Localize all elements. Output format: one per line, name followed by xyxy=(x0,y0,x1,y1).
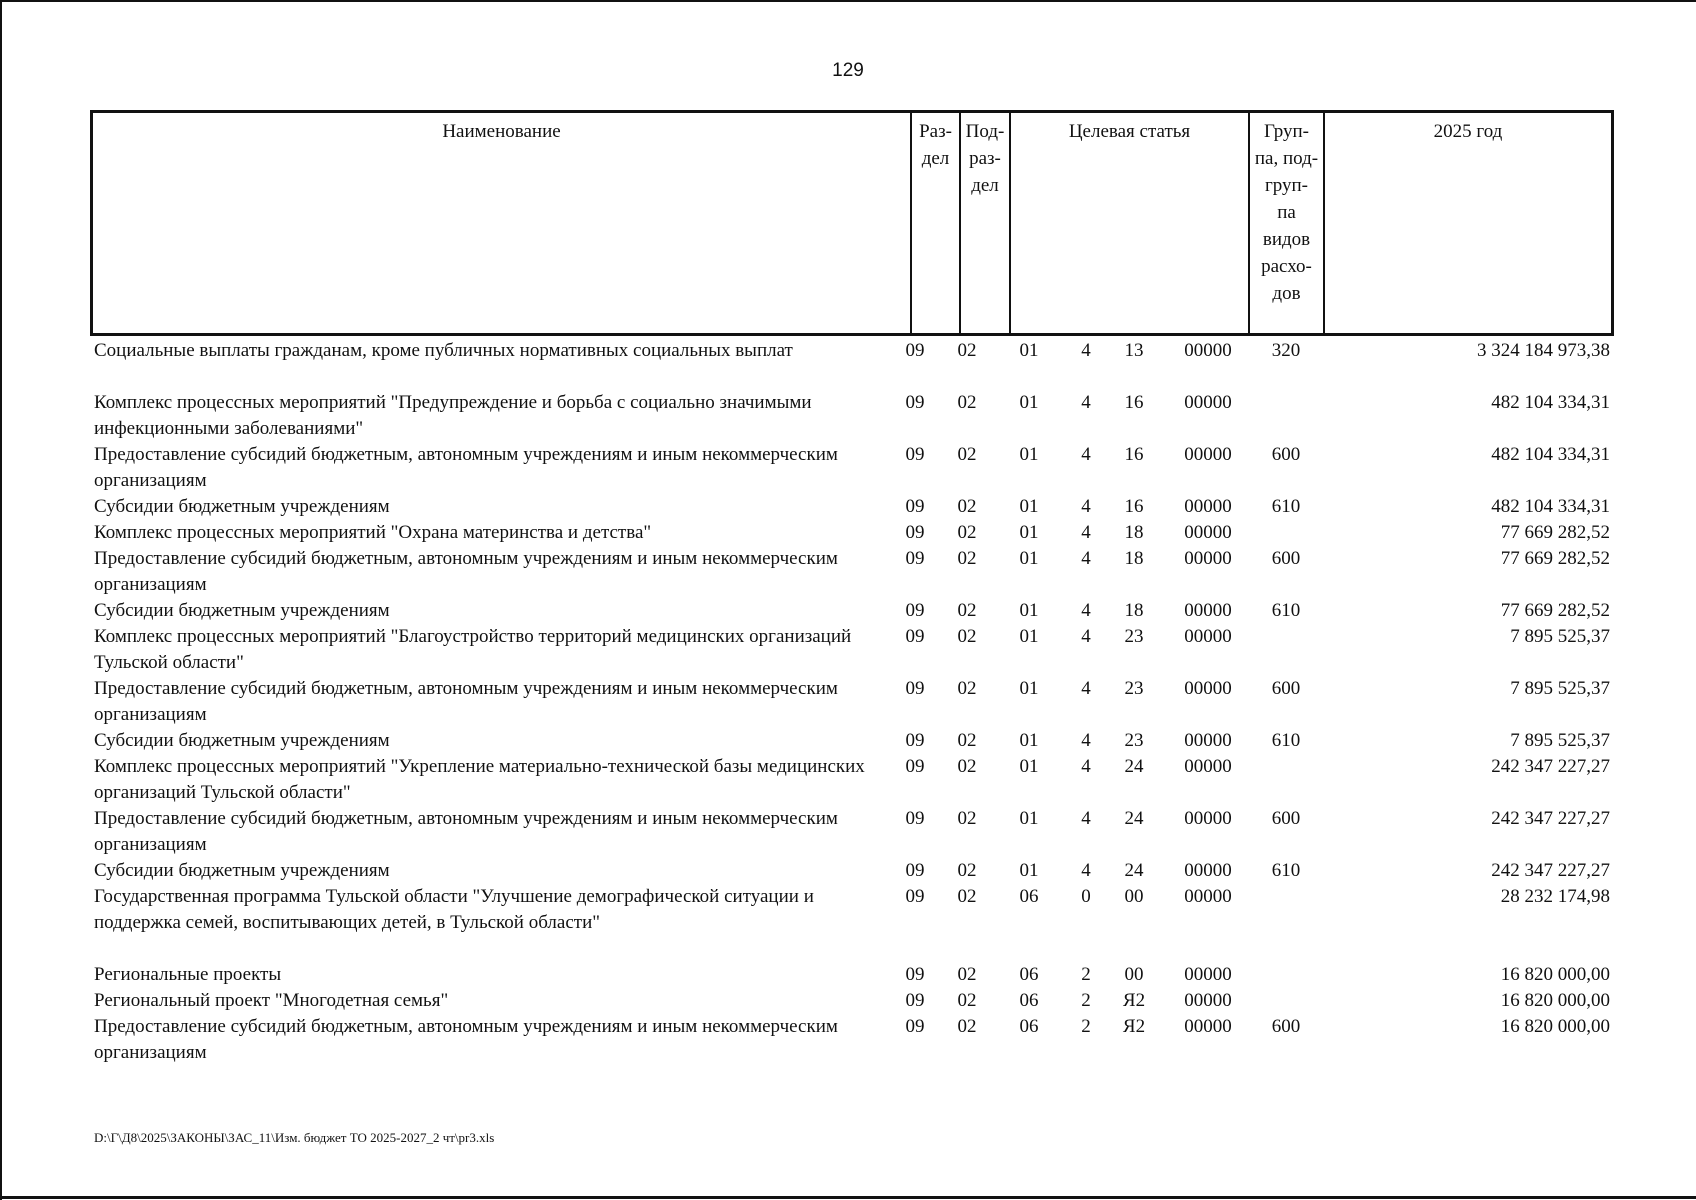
row-name: Региональный проект "Многодетная семья" xyxy=(94,990,449,1011)
header-group: Груп- па, под- груп- па видов расхо- дов xyxy=(1254,121,1319,304)
row-expense-group: 600 xyxy=(1271,1016,1301,1037)
row-target-program: 06 xyxy=(1019,1016,1039,1037)
row-target-code: 00000 xyxy=(1184,600,1232,621)
row-target-code: 00000 xyxy=(1184,626,1232,647)
row-target-program: 01 xyxy=(1019,340,1039,361)
row-target-direction: 13 xyxy=(1124,340,1144,361)
row-amount-2025: 242 347 227,27 xyxy=(1491,756,1610,777)
row-target-direction: 24 xyxy=(1124,756,1144,777)
row-target-type: 4 xyxy=(1081,548,1091,569)
row-target-program: 01 xyxy=(1019,808,1039,829)
row-podrazdel: 02 xyxy=(957,756,977,777)
page-frame-top xyxy=(0,0,1696,2)
row-target-program: 06 xyxy=(1019,886,1039,907)
row-target-program: 01 xyxy=(1019,392,1039,413)
row-razdel: 09 xyxy=(905,678,925,699)
row-target-direction: Я2 xyxy=(1122,1016,1146,1037)
row-target-direction: 00 xyxy=(1124,886,1144,907)
row-name: Региональные проекты xyxy=(94,964,282,985)
row-target-direction: 16 xyxy=(1124,392,1144,413)
row-name: Предоставление субсидий бюджетным, автономным учреждениям и иным некоммерческим организациям xyxy=(94,444,838,491)
row-target-type: 4 xyxy=(1081,756,1091,777)
row-razdel: 09 xyxy=(905,548,925,569)
row-target-program: 01 xyxy=(1019,756,1039,777)
row-podrazdel: 02 xyxy=(957,600,977,621)
row-amount-2025: 16 820 000,00 xyxy=(1500,990,1610,1011)
row-name: Субсидии бюджетным учреждениям xyxy=(94,600,390,621)
row-podrazdel: 02 xyxy=(957,808,977,829)
row-target-type: 2 xyxy=(1081,990,1091,1011)
row-target-type: 4 xyxy=(1081,444,1091,465)
row-target-program: 01 xyxy=(1019,600,1039,621)
row-podrazdel: 02 xyxy=(957,340,977,361)
row-name: Комплекс процессных мероприятий "Укрепление материально-технической базы медицинских организаций Тульской области" xyxy=(94,756,865,803)
row-target-program: 01 xyxy=(1019,444,1039,465)
row-razdel: 09 xyxy=(905,522,925,543)
row-amount-2025: 482 104 334,31 xyxy=(1491,392,1610,413)
row-target-program: 01 xyxy=(1019,626,1039,647)
row-amount-2025: 77 669 282,52 xyxy=(1500,548,1610,569)
row-target-direction: 24 xyxy=(1124,860,1144,881)
row-target-direction: 23 xyxy=(1124,626,1144,647)
row-target-direction: 23 xyxy=(1124,678,1144,699)
row-target-code: 00000 xyxy=(1184,886,1232,907)
row-razdel: 09 xyxy=(905,392,925,413)
page-number: 129 xyxy=(832,60,864,81)
row-podrazdel: 02 xyxy=(957,990,977,1011)
header-razdel: Раз- дел xyxy=(919,121,952,169)
row-target-code: 00000 xyxy=(1184,548,1232,569)
row-target-type: 4 xyxy=(1081,730,1091,751)
row-target-type: 4 xyxy=(1081,392,1091,413)
row-name: Государственная программа Тульской области "Улучшение демографической ситуации и поддержка семей, воспитывающих детей, в Тульской области" xyxy=(94,886,814,933)
row-target-code: 00000 xyxy=(1184,1016,1232,1037)
row-expense-group: 600 xyxy=(1271,444,1301,465)
row-amount-2025: 7 895 525,37 xyxy=(1510,678,1610,699)
row-target-direction: 00 xyxy=(1124,964,1144,985)
row-podrazdel: 02 xyxy=(957,548,977,569)
row-podrazdel: 02 xyxy=(957,392,977,413)
row-expense-group: 610 xyxy=(1271,496,1301,517)
row-name: Предоставление субсидий бюджетным, автономным учреждениям и иным некоммерческим организациям xyxy=(94,548,838,595)
row-target-type: 4 xyxy=(1081,808,1091,829)
row-name: Комплекс процессных мероприятий "Предупреждение и борьба с социально значимыми инфекционными заболеваниями" xyxy=(94,392,812,439)
row-podrazdel: 02 xyxy=(957,444,977,465)
header-year: 2025 год xyxy=(1433,121,1503,142)
row-expense-group: 610 xyxy=(1271,600,1301,621)
row-amount-2025: 16 820 000,00 xyxy=(1500,1016,1610,1037)
row-target-type: 4 xyxy=(1081,522,1091,543)
row-razdel: 09 xyxy=(905,600,925,621)
page-frame-bottom xyxy=(0,1196,1696,1199)
row-expense-group: 610 xyxy=(1271,860,1301,881)
row-expense-group: 600 xyxy=(1271,678,1301,699)
row-amount-2025: 28 232 174,98 xyxy=(1500,886,1610,907)
row-amount-2025: 3 324 184 973,38 xyxy=(1477,340,1610,361)
row-target-code: 00000 xyxy=(1184,522,1232,543)
row-name: Субсидии бюджетным учреждениям xyxy=(94,730,390,751)
row-target-program: 01 xyxy=(1019,496,1039,517)
row-target-direction: 18 xyxy=(1124,600,1144,621)
row-target-code: 00000 xyxy=(1184,730,1232,751)
row-podrazdel: 02 xyxy=(957,886,977,907)
row-amount-2025: 7 895 525,37 xyxy=(1510,626,1610,647)
row-podrazdel: 02 xyxy=(957,626,977,647)
row-amount-2025: 16 820 000,00 xyxy=(1500,964,1610,985)
row-amount-2025: 482 104 334,31 xyxy=(1491,444,1610,465)
row-target-code: 00000 xyxy=(1184,444,1232,465)
row-name: Комплекс процессных мероприятий "Охрана материнства и детства" xyxy=(94,522,652,543)
row-target-program: 01 xyxy=(1019,548,1039,569)
row-name: Социальные выплаты гражданам, кроме публичных нормативных социальных выплат xyxy=(94,340,793,361)
row-target-type: 4 xyxy=(1081,626,1091,647)
row-razdel: 09 xyxy=(905,444,925,465)
row-razdel: 09 xyxy=(905,860,925,881)
row-razdel: 09 xyxy=(905,496,925,517)
row-podrazdel: 02 xyxy=(957,678,977,699)
row-target-direction: 16 xyxy=(1124,444,1144,465)
row-target-program: 06 xyxy=(1019,964,1039,985)
row-target-code: 00000 xyxy=(1184,756,1232,777)
row-target-type: 4 xyxy=(1081,496,1091,517)
row-name: Субсидии бюджетным учреждениям xyxy=(94,496,390,517)
row-podrazdel: 02 xyxy=(957,964,977,985)
row-target-type: 0 xyxy=(1081,886,1091,907)
row-expense-group: 600 xyxy=(1271,548,1301,569)
row-target-program: 01 xyxy=(1019,678,1039,699)
row-target-direction: 24 xyxy=(1124,808,1144,829)
row-razdel: 09 xyxy=(905,964,925,985)
row-podrazdel: 02 xyxy=(957,730,977,751)
row-target-code: 00000 xyxy=(1184,990,1232,1011)
row-target-type: 4 xyxy=(1081,678,1091,699)
row-target-direction: 18 xyxy=(1124,522,1144,543)
row-podrazdel: 02 xyxy=(957,1016,977,1037)
table-header xyxy=(90,110,1614,336)
row-target-type: 4 xyxy=(1081,340,1091,361)
row-target-program: 01 xyxy=(1019,860,1039,881)
row-razdel: 09 xyxy=(905,730,925,751)
row-target-code: 00000 xyxy=(1184,964,1232,985)
row-target-direction: 23 xyxy=(1124,730,1144,751)
footer-file-path: D:\Г\Д8\2025\ЗАКОНЫ\ЗАС_11\Изм. бюджет ТО 2025-2027_2 чт\pr3.xls xyxy=(94,1130,495,1145)
row-razdel: 09 xyxy=(905,886,925,907)
row-amount-2025: 7 895 525,37 xyxy=(1510,730,1610,751)
row-target-type: 2 xyxy=(1081,1016,1091,1037)
row-target-type: 4 xyxy=(1081,860,1091,881)
row-razdel: 09 xyxy=(905,340,925,361)
row-name: Субсидии бюджетным учреждениям xyxy=(94,860,390,881)
row-target-type: 2 xyxy=(1081,964,1091,985)
row-name: Предоставление субсидий бюджетным, автономным учреждениям и иным некоммерческим организациям xyxy=(94,678,838,725)
row-expense-group: 320 xyxy=(1271,340,1301,361)
row-amount-2025: 242 347 227,27 xyxy=(1491,860,1610,881)
header-name: Наименование xyxy=(442,121,561,142)
row-expense-group: 600 xyxy=(1271,808,1301,829)
row-target-direction: 18 xyxy=(1124,548,1144,569)
row-podrazdel: 02 xyxy=(957,860,977,881)
row-expense-group: 610 xyxy=(1271,730,1301,751)
row-razdel: 09 xyxy=(905,990,925,1011)
row-target-direction: Я2 xyxy=(1122,990,1146,1011)
row-target-code: 00000 xyxy=(1184,340,1232,361)
row-target-code: 00000 xyxy=(1184,392,1232,413)
row-amount-2025: 77 669 282,52 xyxy=(1500,522,1610,543)
row-podrazdel: 02 xyxy=(957,522,977,543)
row-razdel: 09 xyxy=(905,626,925,647)
row-podrazdel: 02 xyxy=(957,496,977,517)
header-target: Целевая статья xyxy=(1068,121,1191,142)
row-name: Предоставление субсидий бюджетным, автономным учреждениям и иным некоммерческим организациям xyxy=(94,808,838,855)
row-amount-2025: 482 104 334,31 xyxy=(1491,496,1610,517)
page-frame-left xyxy=(0,0,2,1200)
row-target-direction: 16 xyxy=(1124,496,1144,517)
row-target-type: 4 xyxy=(1081,600,1091,621)
header-podrazdel: Под- раз- дел xyxy=(965,121,1005,196)
row-target-code: 00000 xyxy=(1184,678,1232,699)
row-amount-2025: 77 669 282,52 xyxy=(1500,600,1610,621)
row-name: Предоставление субсидий бюджетным, автономным учреждениям и иным некоммерческим организациям xyxy=(94,1016,838,1063)
row-razdel: 09 xyxy=(905,1016,925,1037)
row-target-program: 06 xyxy=(1019,990,1039,1011)
row-razdel: 09 xyxy=(905,756,925,777)
row-amount-2025: 242 347 227,27 xyxy=(1491,808,1610,829)
row-razdel: 09 xyxy=(905,808,925,829)
row-target-code: 00000 xyxy=(1184,496,1232,517)
row-name: Комплекс процессных мероприятий "Благоустройство территорий медицинских организаций Тульской области" xyxy=(94,626,852,673)
row-target-program: 01 xyxy=(1019,522,1039,543)
row-target-program: 01 xyxy=(1019,730,1039,751)
row-target-code: 00000 xyxy=(1184,860,1232,881)
row-target-code: 00000 xyxy=(1184,808,1232,829)
